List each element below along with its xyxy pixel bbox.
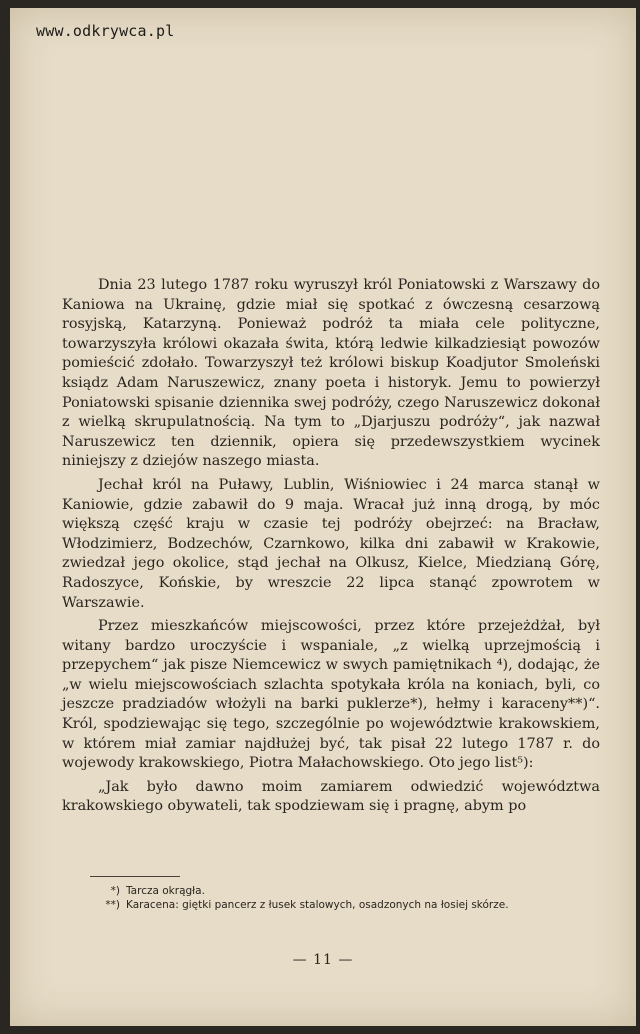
footnotes: [92, 884, 592, 912]
watermark: www.odkrywca.pl: [36, 22, 175, 40]
footnote-text: Karacena: giętki pancerz z łusek stalowych, osadzonych na łosiej skórze.: [126, 899, 509, 911]
footnote: [92, 884, 592, 898]
footnote-divider: [90, 876, 180, 877]
paragraph: Przez mieszkańców miejscowości, przez które przejeżdżał, był witany bardzo uroczyście i wspaniale, „z wielką uprzejmością i przepychem“ jak pisze Niemcewicz w swych pamiętnikach ⁴), dodając, że „w wielu miejscowościach szlachta spotykała króla na koniach, byli, co jeszcze pradziadów włożyli na barki puklerze*), hełmy i karaceny**)“. Król, spodziewając się tego, szczególnie po województwie krakowskiem, w którem miał zamiar najdłużej być, tak pisał 22 lutego 1787 r. do wojewody krakowskiego, Piotra Małachowskiego. Oto jego list⁵):: [62, 618, 600, 772]
footnote: [92, 898, 592, 912]
footnote-marker: *): [110, 885, 120, 897]
body-text: [62, 276, 600, 821]
book-page: [10, 8, 636, 1026]
footnote-marker: **): [105, 899, 120, 911]
page-number: — 11 —: [292, 952, 354, 968]
paragraph: „Jak było dawno moim zamiarem odwiedzić województwa krakowskiego obywateli, tak spodziewam się i pragnę, abym po: [62, 778, 600, 815]
paragraph: Jechał król na Puławy, Lublin, Wiśniowiec i 24 marca stanął w Kaniowie, gdzie zabawił do 9 maja. Wracał już inną drogą, by móc większą część kraju w czasie tej podróży obejrzeć: na Bracław, Włodzimierz, Bodzechów, Czarnkowo, kilka dni zabawił w Krakowie, zwiedzał jego okolice, stąd jechał na Olkusz, Kielce, Miedzianą Górę, Radoszyce, Końskie, by wreszcie 22 lipca stanąć zpowrotem w Warszawie.: [62, 476, 600, 611]
footnote-text: Tarcza okrągła.: [126, 885, 205, 897]
paragraph: Dnia 23 lutego 1787 roku wyruszył król Poniatowski z Warszawy do Kaniowa na Ukrainę, gdzie miał się spotkać z ówczesną cesarzową rosyjską, Katarzyną. Ponieważ podróż ta miała cele polityczne, towarzyszyła królowi okazała świta, którą ledwie kilkadziesiąt powozów pomieścić zdołało. Towarzyszył też królowi biskup Koadjutor Smoleński ksiądz Adam Naruszewicz, znany poeta i historyk. Jemu to powierzył Poniatowski spisanie dziennika swej podróży, czego Naruszewicz dokonał z wielką skrupulatnością. Na tym to „Djarjuszu podróży“, jak nazwał Naruszewicz ten dziennik, opiera się przedewszystkiem wycinek niniejszy z dziejów naszego miasta.: [62, 277, 600, 470]
